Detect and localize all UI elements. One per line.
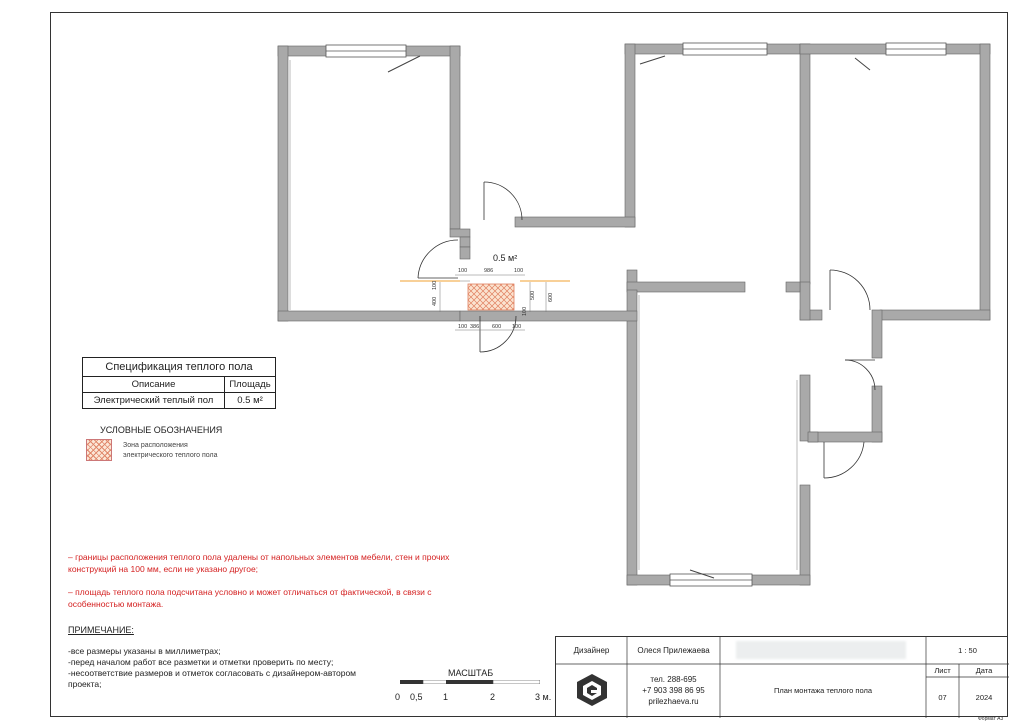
legend-swatch xyxy=(86,439,112,461)
spec-title: Спецификация теплого пола xyxy=(83,358,275,377)
remarks-list xyxy=(68,646,398,690)
designer-name: Олеся Прилежаева xyxy=(637,646,710,655)
date-label: Дата xyxy=(975,666,993,675)
dim-label: 500 xyxy=(530,290,536,300)
dim-label: 100 xyxy=(512,324,522,330)
spec-row-desc: Электрический теплый пол xyxy=(83,393,225,408)
scale-tick-label: 1 xyxy=(443,692,449,702)
dim-label: 100 xyxy=(458,324,468,330)
note-line: – границы расположения теплого пола удалены от напольных элементов мебели, стен и прочих xyxy=(68,552,450,562)
remarks-title: ПРИМЕЧАНИЕ: xyxy=(68,625,134,635)
table-row xyxy=(83,393,275,408)
scale-labels xyxy=(393,692,553,704)
dim-label: 100 xyxy=(432,280,438,290)
note-line: – площадь теплого пола подсчитана условно и может отличаться от фактической, в связи с xyxy=(68,587,432,597)
blurred-project-info xyxy=(736,641,906,659)
dim-label: 600 xyxy=(548,292,554,302)
note-line: особенностью монтажа. xyxy=(68,599,164,609)
sheet-label: Лист xyxy=(934,666,951,675)
note-1 xyxy=(68,551,458,575)
spec-header-row xyxy=(83,377,275,393)
contacts xyxy=(627,674,720,707)
scale-tick-label: 0,5 xyxy=(410,692,423,702)
website: prilezhaeva.ru xyxy=(648,697,699,706)
year: 2024 xyxy=(975,693,993,702)
sheet-number: 07 xyxy=(938,693,947,702)
legend-title: УСЛОВНЫЕ ОБОЗНАЧЕНИЯ xyxy=(100,425,223,435)
legend-text xyxy=(123,441,243,461)
spec-table xyxy=(82,357,276,409)
spec-col-area: Площадь xyxy=(229,379,271,390)
note-2 xyxy=(68,586,458,610)
spec-col-desc: Описание xyxy=(83,377,225,392)
dim-label: 986 xyxy=(484,268,494,274)
area-label: 0.5 м² xyxy=(493,253,518,263)
dim-label: 386 xyxy=(470,324,480,330)
remark-line: проекта; xyxy=(68,679,102,689)
scale-bar xyxy=(400,680,540,684)
heated-floor-zone xyxy=(468,284,514,310)
phone-2: +7 903 398 86 95 xyxy=(642,686,705,695)
dim-label: 600 xyxy=(492,324,502,330)
remark-line: -несоответствие размеров и отметок согласовать с дизайнером-автором xyxy=(68,668,357,678)
dim-label: 100 xyxy=(458,268,468,274)
dim-label: 100 xyxy=(514,268,524,274)
scale-title: МАСШТАБ xyxy=(448,668,494,678)
remark-line: -перед началом работ все разметки и отметки проверить по месту; xyxy=(68,657,334,667)
note-line: конструкций на 100 мм, если не указано другое; xyxy=(68,564,259,574)
dim-label: 400 xyxy=(432,296,438,306)
phone-1: тел. 288-695 xyxy=(650,675,697,684)
format-label: Формат А3 xyxy=(978,716,1004,722)
sheet-title: План монтажа теплого пола xyxy=(773,686,873,695)
title-block xyxy=(555,636,1008,717)
scale-value: 1 : 50 xyxy=(958,646,977,655)
dim-label: 100 xyxy=(522,306,528,316)
remark-line: -все размеры указаны в миллиметрах; xyxy=(68,646,221,656)
walls xyxy=(278,44,990,585)
scale-tick-label: 0 xyxy=(395,692,401,702)
designer-label: Дизайнер xyxy=(573,646,610,655)
spec-row-area: 0.5 м² xyxy=(237,395,263,406)
scale-tick-label: 2 xyxy=(490,692,496,702)
designer-logo xyxy=(576,673,608,707)
legend-line: электрического теплого пола xyxy=(123,452,218,459)
scale-tick-label: 3 м. xyxy=(535,692,552,702)
legend-line: Зона расположения xyxy=(123,442,188,449)
